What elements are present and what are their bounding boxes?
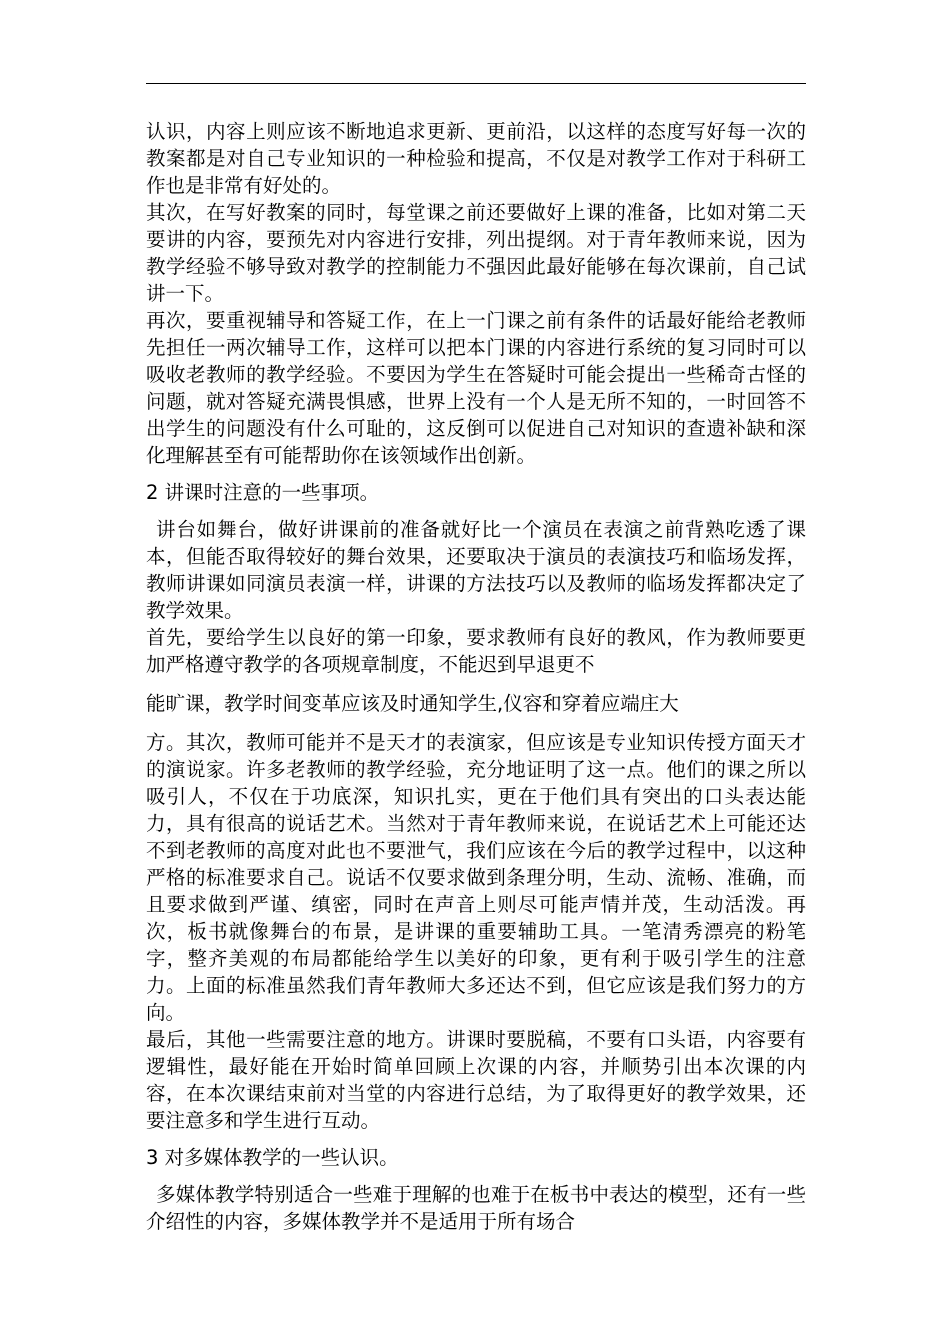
paragraph-tutoring: 再次，要重视辅导和答疑工作，在上一门课之前有条件的话最好能给老教师先担任一两次辅导工作，这样可以把本门课的内容进行系统的复习同时可以吸收老教师的教学经验。不要因为学生在答疑时可能会提出一些稀奇古怪的问题，就对答疑充满畏惧感，世界上没有一个人是无所不知的，一时回答不出学生的问题没有什么可耻的，这反倒可以促进自己对知识的查遗补缺和深化理解甚至有可能帮助你在该领域作出创新。 bbox=[146, 309, 806, 467]
paragraph-multimedia: 多媒体教学特别适合一些难于理解的也难于在板书中表达的模型，还有一些介绍性的内容，多媒体教学并不是适用于所有场合 bbox=[146, 1183, 806, 1233]
paragraph-lesson-preparation: 其次，在写好教案的同时，每堂课之前还要做好上课的准备，比如对第二天要讲的内容，要预先对内容进行安排，列出提纲。对于青年教师来说，因为教学经验不够导致对教学的控制能力不强因此最好能够在每次课前，自己试讲一下。 bbox=[146, 201, 806, 305]
paragraph-speaking-art: 方。其次，教师可能并不是天才的表演家，但应该是专业知识传授方面天才的演说家。许多老教师的教学经验，充分地证明了这一点。他们的课之所以吸引人，不仅在于功底深，知识扎实，更在于他们具有突出的口头表达能力，具有很高的说话艺术。当然对于青年教师来说，在说话艺术上可能还达不到老教师的高度对此也不要泄气，我们应该在今后的教学过程中，以这种严格的标准要求自己。说话不仅要求做到条理分明，生动、流畅、准确，而且要求做到严谨、缜密，同时在声音上则尽可能声情并茂，生动活泼。再次，板书就像舞台的布景，是讲课的重要辅助工具。一笔清秀漂亮的粉笔字，整齐美观的布局都能给学生以美好的印象，更有利于吸引学生的注意力。上面的标准虽然我们青年教师大多还达不到，但它应该是我们努力的方向。 bbox=[146, 731, 806, 1024]
header-rule bbox=[146, 83, 806, 84]
section-heading-2: 2 讲课时注意的一些事项。 bbox=[146, 481, 380, 504]
document-body bbox=[146, 118, 806, 1235]
paragraph-punctuality: 能旷课，教学时间变革应该及时通知学生,仪容和穿着应端庄大 bbox=[146, 692, 679, 715]
paragraph-first-impression: 首先，要给学生以良好的第一印象，要求教师有良好的教风，作为教师要更加严格遵守教学的各项规章制度，不能迟到早退更不 bbox=[146, 626, 806, 676]
paragraph-other-notes: 最后，其他一些需要注意的地方。讲课时要脱稿，不要有口头语，内容要有逻辑性，最好能在开始时简单回顾上次课的内容，并顺势引出本次课的内容，在本次课结束前对当堂的内容进行总结，为了取得更好的教学效果，还要注意多和学生进行互动。 bbox=[146, 1028, 806, 1132]
paragraph-stage-analogy: 讲台如舞台，做好讲课前的准备就好比一个演员在表演之前背熟吃透了课本，但能否取得较好的舞台效果，还要取决于演员的表演技巧和临场发挥，教师讲课如同演员表演一样，讲课的方法技巧以及教师的临场发挥都决定了教学效果。 bbox=[146, 518, 806, 622]
section-heading-3: 3 对多媒体教学的一些认识。 bbox=[146, 1146, 399, 1169]
paragraph-continuation: 认识，内容上则应该不断地追求更新、更前沿，以这样的态度写好每一次的教案都是对自己专业知识的一种检验和提高，不仅是对教学工作对于科研工作也是非常有好处的。 bbox=[146, 120, 806, 197]
